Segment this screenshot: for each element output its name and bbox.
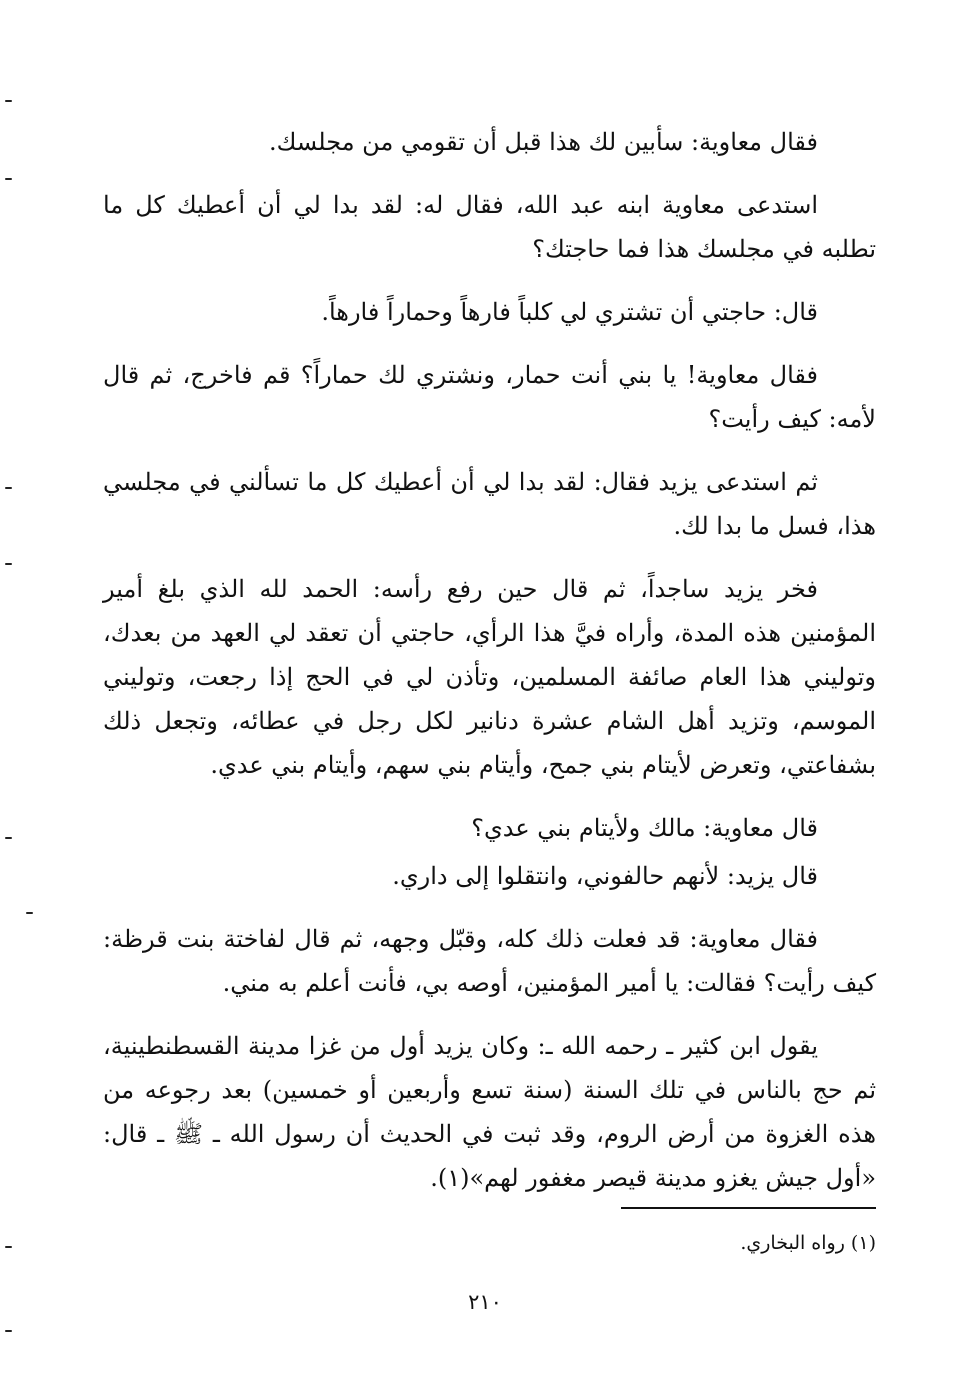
scan-mark [26, 912, 33, 914]
scan-mark [5, 837, 12, 839]
paragraph: فخر يزيد ساجداً، ثم قال حين رفع رأسه: الحمد لله الذي بلغ أمير المؤمنين هذه المدة، وأراه فيَّ هذا الرأي، حاجتي أن تعقد لي العهد من بعدك، وتوليني هذا العام صائفة المسلمين، وتأذن لي في الحج إذا رجعت، وتوليني الموسم، وتزيد أهل الشام عشرة دنانير لكل رجل في عطائه، وتجعل ذلك بشفاعتي، وتعرض لأيتام بني جمح، وأيتام بني سهم، وأيتام بني عدي. [103, 575, 876, 779]
scan-mark [5, 487, 12, 489]
paragraph: استدعى معاوية ابنه عبد الله، فقال له: لقد بدا لي أن أعطيك كل ما تطلبه في مجلسك هذا فما حاجتك؟ [103, 191, 876, 263]
paragraph: قال معاوية: مالك ولأيتام بني عدي؟ [471, 814, 818, 842]
scan-mark [5, 563, 12, 565]
paragraph: ثم استدعى يزيد فقال: لقد بدا لي أن أعطيك كل ما تسألني في مجلسي هذا، فسل ما بدا لك. [103, 468, 876, 540]
scan-mark [5, 1330, 12, 1332]
page-number: ٢١٠ [468, 1290, 502, 1314]
footnote-separator [621, 1207, 876, 1209]
scan-mark [5, 100, 12, 102]
paragraph: فقال معاوية! يا بني أنت حمار، ونشتري لك حماراً؟ قم فاخرج، ثم قال لأمه: كيف رأيت؟ [103, 361, 876, 433]
paragraph: فقال معاوية: قد فعلت ذلك كله، وقبّل وجهه، ثم قال لفاختة بنت قرظة: كيف رأيت؟ فقالت: يا أمير المؤمنين، أوصه بي، فأنت أعلم به مني. [103, 925, 876, 997]
scan-mark [5, 178, 12, 180]
paragraph: يقول ابن كثير ـ رحمه الله ـ: وكان يزيد أول من غزا مدينة القسطنطينية، ثم حج بالناس في تلك السنة (سنة تسع وأربعين أو خمسين) بعد رجوعه من هذه الغزوة من أرض الروم، وقد ثبت في الحديث أن رسول الله ـ ﷺ ـ قال: «أول جيش يغزو مدينة قيصر مغفور لهم»(١). [103, 1032, 877, 1192]
footnote: (١) رواه البخاري. [740, 1232, 876, 1254]
paragraph: فقال معاوية: سأبين لك هذا قبل أن تقومي من مجلسك. [268, 128, 818, 156]
paragraph: قال يزيد: لأنهم حالفوني، وانتقلوا إلى داري. [392, 862, 818, 890]
main-text [103, 120, 876, 1219]
scan-mark [5, 1246, 12, 1248]
paragraph: قال: حاجتي أن تشتري لي كلباً فارهاً وحماراً فارهاً. [321, 298, 818, 326]
